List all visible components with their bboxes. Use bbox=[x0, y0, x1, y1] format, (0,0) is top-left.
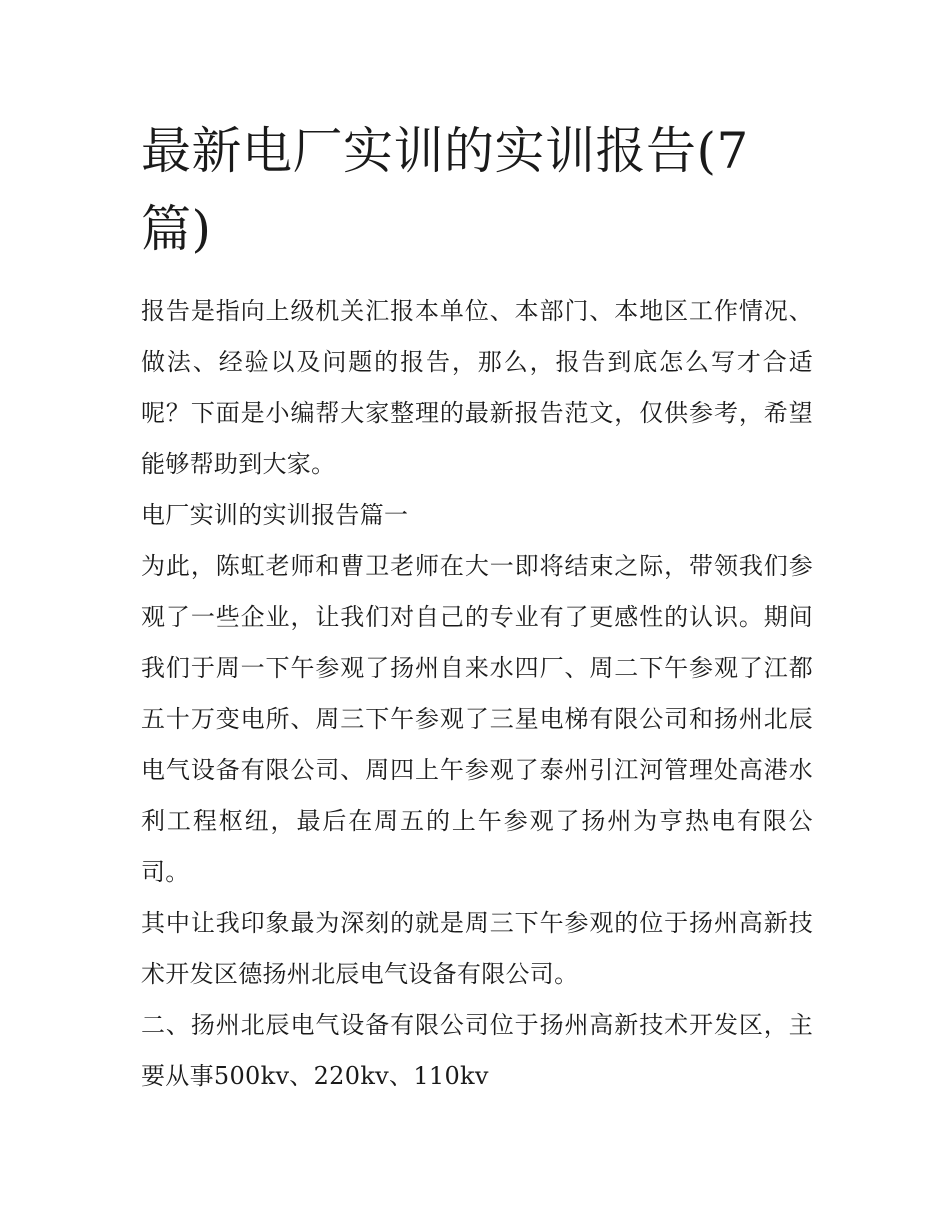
section-heading: 电厂实训的实训报告篇一 bbox=[141, 501, 409, 529]
document-page bbox=[141, 112, 813, 1102]
body-paragraph: 二、扬州北辰电气设备有限公司位于扬州高新技术开发区，主要从事500kv、220kv、110kv bbox=[141, 1011, 813, 1090]
body-paragraph: 其中让我印象最为深刻的就是周三下午参观的位于扬州高新技术开发区德扬州北辰电气设备有限公司。 bbox=[141, 909, 813, 988]
intro-paragraph: 报告是指向上级机关汇报本单位、本部门、本地区工作情况、做法、经验以及问题的报告，那么，报告到底怎么写才合适呢？下面是小编帮大家整理的最新报告范文，仅供参考，希望能够帮助到大家。 bbox=[141, 297, 813, 478]
body-paragraph: 为此，陈虹老师和曹卫老师在大一即将结束之际，带领我们参观了一些企业，让我们对自己的专业有了更感性的认识。期间我们于周一下午参观了扬州自来水四厂、周二下午参观了江都五十万变电所、周三下午参观了三星电梯有限公司和扬州北辰电气设备有限公司、周四上午参观了泰州引江河管理处高港水利工程枢纽，最后在周五的上午参观了扬州为亨热电有限公司。 bbox=[141, 552, 813, 886]
document-title: 最新电厂实训的实训报告(7篇) bbox=[141, 122, 749, 258]
